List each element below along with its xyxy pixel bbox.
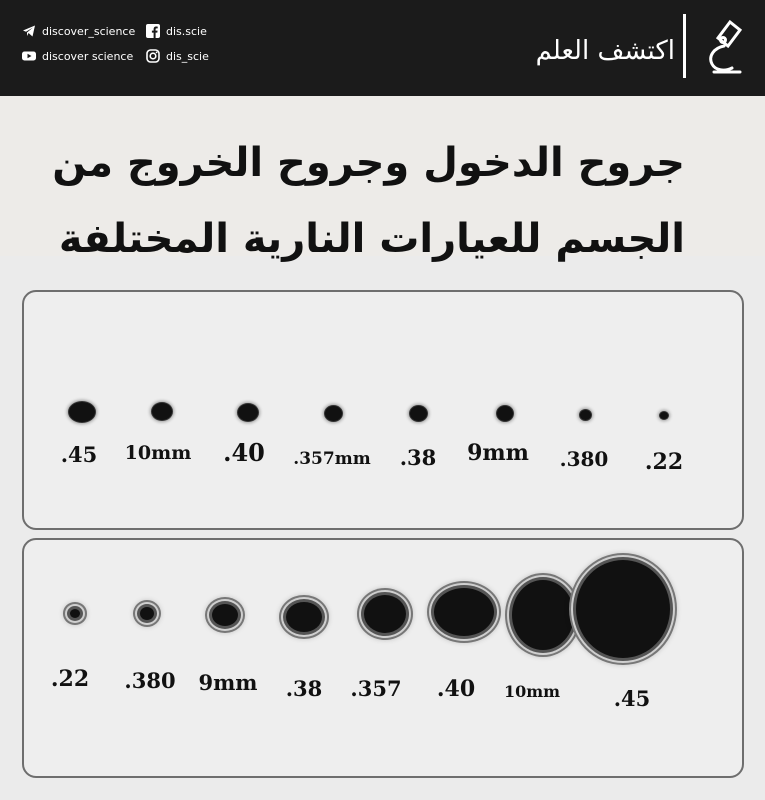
exit-hole-45	[576, 560, 670, 658]
entry-label: .45	[60, 442, 98, 467]
entry-hole-9mm	[497, 406, 513, 421]
entry-label: .357mm	[293, 449, 371, 469]
entry-wounds-panel	[22, 290, 744, 530]
title-line-2: الجسم للعيارات النارية المختلفة	[58, 216, 685, 262]
youtube-icon	[22, 49, 36, 63]
brand-name: اكتشف العلم	[535, 36, 675, 66]
youtube-link[interactable]	[22, 49, 133, 63]
header-bar	[0, 0, 765, 96]
exit-hole-10mm	[512, 580, 574, 650]
exit-label: .38	[285, 676, 323, 701]
facebook-icon	[146, 24, 160, 38]
exit-hole-9mm	[212, 604, 238, 626]
entry-hole-40	[238, 404, 258, 421]
page-title	[45, 142, 685, 260]
entry-label: .22	[644, 449, 684, 475]
youtube-handle: discover science	[42, 49, 134, 63]
title-line-1: جروح الدخول وجروح الخروج من	[52, 140, 685, 186]
entry-label: 10mm	[124, 442, 192, 464]
facebook-handle: dis.scie	[166, 24, 207, 38]
entry-label: .380	[559, 447, 609, 471]
exit-label: .380	[124, 668, 176, 693]
entry-hole-22	[660, 412, 668, 419]
entry-hole-380	[580, 410, 591, 420]
brand-divider	[683, 14, 686, 78]
exit-hole-40	[434, 588, 494, 636]
exit-label: .45	[613, 686, 651, 711]
instagram-link[interactable]	[146, 49, 209, 63]
entry-hole-10mm	[152, 403, 172, 420]
exit-label: 10mm	[503, 682, 561, 701]
exit-hole-38	[286, 602, 322, 632]
facebook-link[interactable]	[146, 24, 207, 38]
telegram-icon	[22, 24, 36, 38]
telegram-handle: discover_science	[42, 24, 136, 38]
exit-wounds-panel	[22, 538, 744, 778]
entry-label: .38	[399, 445, 437, 470]
instagram-icon	[146, 49, 160, 63]
entry-label: .40	[223, 438, 265, 467]
exit-hole-380	[140, 607, 154, 620]
exit-label: .22	[50, 666, 90, 692]
entry-hole-38	[410, 406, 427, 421]
entry-hole-45	[69, 402, 95, 422]
exit-label: 9mm	[198, 670, 258, 695]
telegram-link[interactable]	[22, 24, 135, 38]
exit-label: .40	[436, 676, 476, 702]
entry-label: 9mm	[467, 440, 529, 466]
instagram-handle: dis_scie	[166, 49, 209, 63]
microscope-icon	[700, 16, 748, 76]
entry-hole-357mm	[325, 406, 342, 421]
exit-hole-357	[364, 595, 406, 633]
exit-hole-22	[70, 609, 80, 618]
exit-label: .357	[350, 676, 402, 701]
